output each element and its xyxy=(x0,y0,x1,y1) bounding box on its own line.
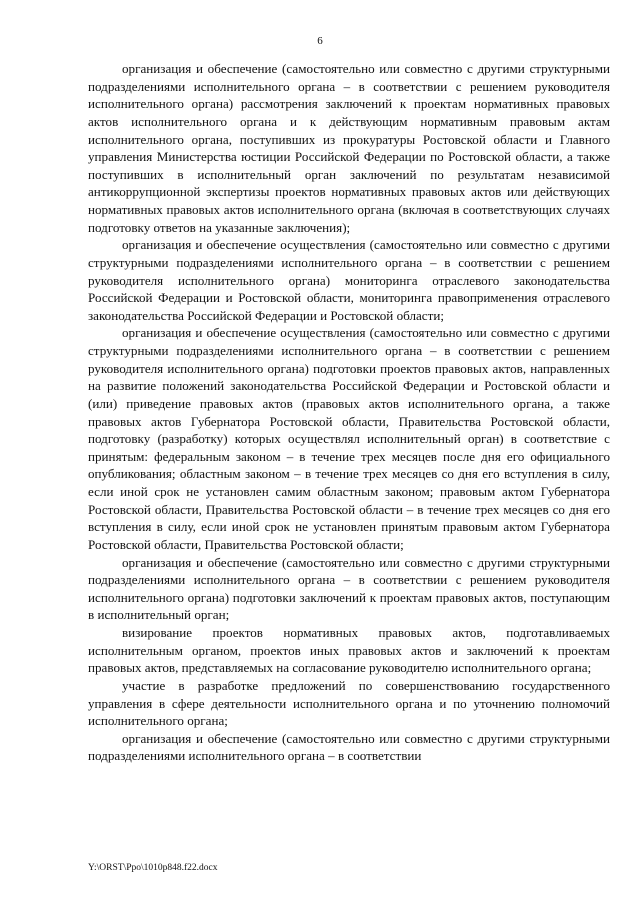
paragraph: организация и обеспечение осуществления (самостоятельно или совместно с другими структурными подразделениями исполнительного органа – в соответствии с решением руководителя исполнительного органа) подготовки проектов правовых актов, направленных на развитие положений законодательства Российской Федерации и Ростовской области и (или) приведение правовых актов (правовых актов исполнительного органа, а также правовых актов Губернатора Ростовской области, Правительства Ростовской области, подготовку (разработку) которых осуществлял исполнительный орган) в соответствие с принятым: федеральным законом – в течение трех месяцев после дня его официального опубликования; областным законом – в течение трех месяцев со дня его вступления в силу, если иной срок не установлен самим областным законом; правовым актом Губернатора Ростовской области, Правительства Ростовской области – в течение трех месяцев со дня его вступления в силу, если иной срок не установлен принятым правовым актом Губернатора Ростовской области, Правительства Ростовской области; xyxy=(88,325,610,552)
paragraph-continued: организация и обеспечение (самостоятельно или совместно с другими структурными подразделениями исполнительного органа – в соответствии xyxy=(88,730,610,764)
paragraph: организация и обеспечение (самостоятельно или совместно с другими структурными подразделениями исполнительного органа – в соответствии с решением руководителя исполнительного органа) рассмотрения заключений к проектам нормативных правовых актов исполнительного органа и к действующим нормативным правовым актам исполнительного органа, поступивших из прокуратуры Ростовской области и Главного управления Министерства юстиции Российской Федерации по Ростовской области, а также поступивших в исполнительный орган заключений по результатам независимой антикоррупционной экспертизы проектов нормативных правовых актов или действующих нормативных правовых актов исполнительного органа (включая в соответствующих случаях подготовку ответов на указанные заключения); xyxy=(88,61,610,235)
paragraph: участие в разработке предложений по совершенствованию государственного управления в сфере деятельности исполнительного органа и по уточнению полномочий исполнительного органа; xyxy=(88,677,610,729)
paragraph: организация и обеспечение (самостоятельно или совместно с другими структурными подразделениями исполнительного органа – в соответствии с решением руководителя исполнительного органа) подготовки заключений к проектам правовых актов, поступающим в исполнительный орган; xyxy=(88,554,610,623)
page-number: 6 xyxy=(317,35,323,47)
paragraph: организация и обеспечение осуществления (самостоятельно или совместно с другими структурными подразделениями исполнительного органа – в соответствии с решением руководителя исполнительного органа) мониторинга отраслевого законодательства Российской Федерации и Ростовской области, мониторинга правоприменения отраслевого законодательства Российской Федерации и Ростовской области; xyxy=(88,237,610,323)
document-body xyxy=(88,60,610,765)
paragraph: визирование проектов нормативных правовых актов, подготавливаемых исполнительным органом, проектов иных правовых актов и заключений к проектам правовых актов, представляемых на согласование руководителю исполнительного органа; xyxy=(88,625,610,676)
footer-file-path: Y:\ORST\Ppo\1010p848.f22.docx xyxy=(88,863,218,873)
